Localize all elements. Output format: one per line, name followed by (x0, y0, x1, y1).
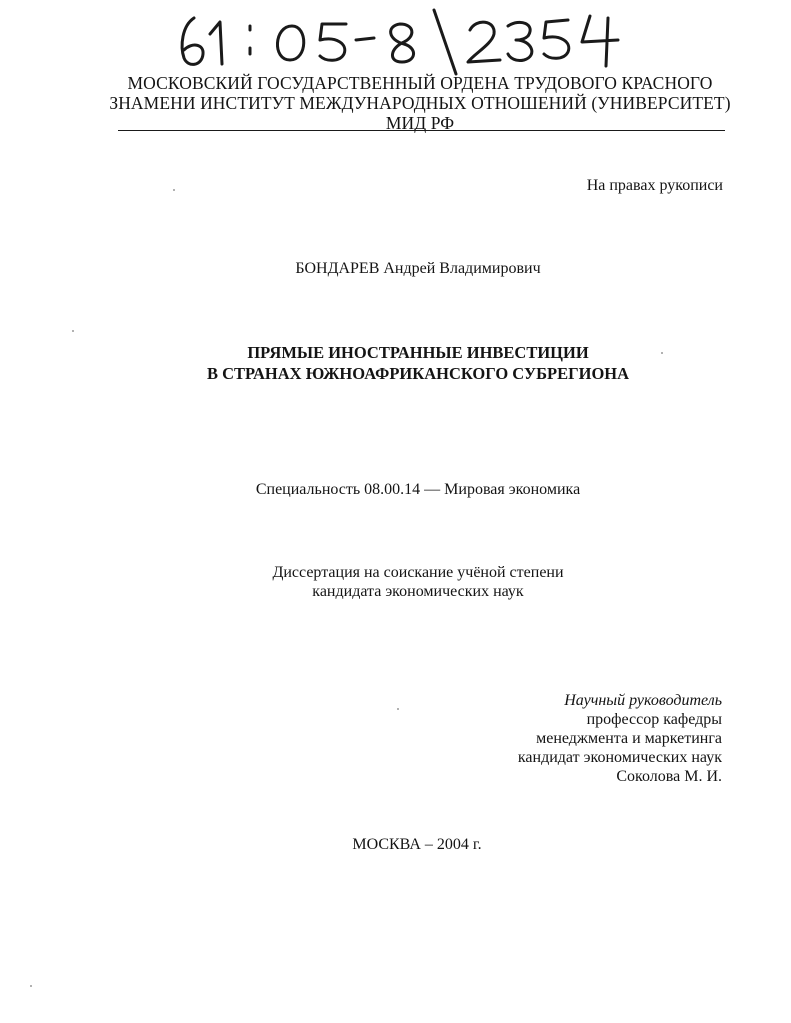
supervisor-role: Научный руководитель (564, 692, 722, 709)
hw-digit-8 (391, 24, 414, 62)
institution-line: МИД РФ (385, 113, 455, 133)
degree-line: кандидата экономических наук (312, 583, 524, 600)
dissertation-degree (0, 563, 791, 601)
hw-digit-5 (320, 24, 346, 60)
degree-line: Диссертация на соискание учёной степени (272, 564, 564, 581)
supervisor-line: профессор кафедры (586, 711, 722, 728)
city-year: МОСКВА – 2004 г. (352, 836, 482, 853)
supervisor-line: менеджмента и маркетинга (536, 730, 722, 747)
title-line: ПРЯМЫЕ ИНОСТРАННЫЕ ИНВЕСТИЦИИ (247, 343, 589, 362)
institution-line: МОСКОВСКИЙ ГОСУДАРСТВЕННЫЙ ОРДЕНА ТРУДОВОГО КРАСНОГО (127, 73, 713, 93)
scan-speck (397, 708, 399, 710)
handwritten-archive-number (170, 4, 630, 76)
hw-digit-1 (210, 22, 222, 64)
hw-slash (434, 10, 456, 74)
hw-digit-5b (544, 20, 569, 58)
scan-speck (30, 985, 32, 987)
header-divider (118, 130, 725, 131)
supervisor-line: кандидат экономических наук (517, 749, 722, 766)
hw-dash (356, 38, 374, 40)
institution-header (100, 73, 740, 133)
scan-speck (173, 189, 175, 191)
scan-speck (661, 352, 663, 354)
institution-line: ЗНАМЕНИ ИНСТИТУТ МЕЖДУНАРОДНЫХ ОТНОШЕНИЙ (УНИВЕРСИТЕТ) (109, 93, 731, 113)
title-line: В СТРАНАХ ЮЖНОАФРИКАНСКОГО СУБРЕГИОНА (206, 364, 630, 383)
hw-digit-3 (508, 22, 532, 60)
hw-digit-0 (277, 26, 303, 60)
specialty-line: Специальность 08.00.14 — Мировая экономика (255, 481, 581, 498)
hw-digit-6 (182, 18, 203, 64)
hw-digit-2 (468, 22, 500, 62)
supervisor-name: Соколова М. И. (616, 768, 722, 785)
hw-digit-4 (582, 16, 618, 66)
author-name: БОНДАРЕВ Андрей Владимирович (295, 260, 541, 277)
scan-speck (72, 330, 74, 332)
supervisor-block (518, 691, 722, 786)
manuscript-rights-note: На правах рукописи (586, 177, 723, 194)
dissertation-title (0, 342, 791, 384)
